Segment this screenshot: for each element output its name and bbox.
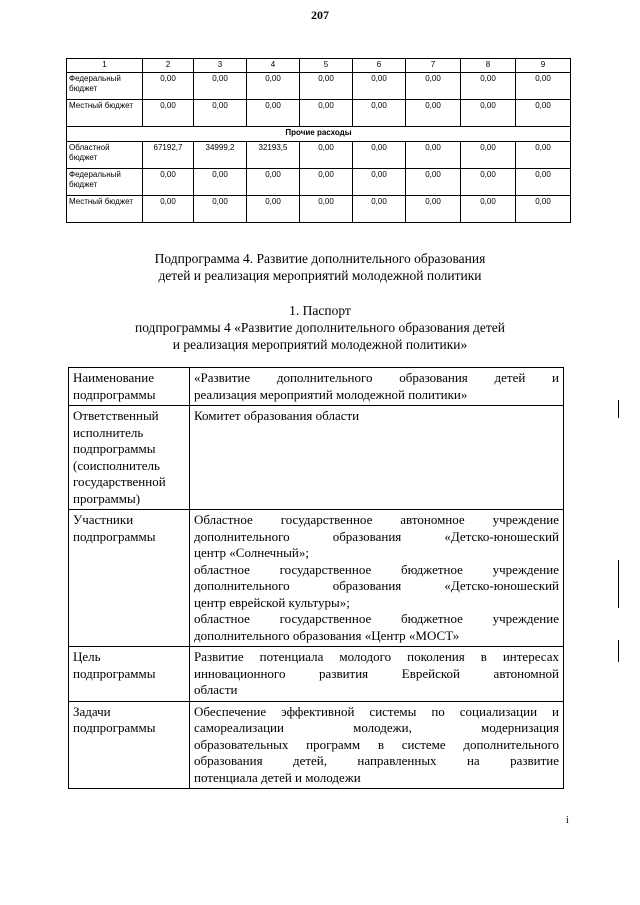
passport-value xyxy=(190,368,564,406)
row-label: Местный бюджет xyxy=(67,100,143,127)
row-label: Местный бюджет xyxy=(67,196,143,223)
passport-row-executor xyxy=(69,406,564,510)
passport-table xyxy=(68,367,564,789)
passport-row-participants xyxy=(69,510,564,647)
text-line: реализация мероприятий молодежной политики» xyxy=(194,386,468,402)
value-cell: 0,00 xyxy=(516,73,571,100)
value-cell: 0,00 xyxy=(353,73,406,100)
passport-key: Задачи подпрограммы xyxy=(69,701,190,789)
header-cell: 4 xyxy=(247,59,300,73)
header-cell: 3 xyxy=(194,59,247,73)
header-cell: 9 xyxy=(516,59,571,73)
value-cell: 0,00 xyxy=(300,142,353,169)
header-cell: 8 xyxy=(461,59,516,73)
text-line: центр «Солнечный»; xyxy=(194,545,309,560)
header-cell: 1 xyxy=(67,59,143,73)
passport-row-name xyxy=(69,368,564,406)
value-cell: 0,00 xyxy=(194,73,247,100)
value-cell: 0,00 xyxy=(194,169,247,196)
value-cell: 34999,2 xyxy=(194,142,247,169)
row-label: Областной бюджет xyxy=(67,142,143,169)
value-cell: 0,00 xyxy=(461,73,516,100)
header-cell: 2 xyxy=(143,59,194,73)
value-cell: 0,00 xyxy=(143,196,194,223)
passport-value xyxy=(190,406,564,510)
value-cell: 0,00 xyxy=(406,142,461,169)
header-cell: 5 xyxy=(300,59,353,73)
value-cell: 0,00 xyxy=(300,169,353,196)
passport-heading-line: 1. Паспорт xyxy=(289,303,351,318)
text-line: «Развитие дополнительного образования детей и xyxy=(194,370,559,385)
text-line: области xyxy=(194,682,238,697)
text-line: областное государственное бюджетное учреждение xyxy=(194,611,559,626)
passport-heading-line: подпрограммы 4 «Развитие дополнительного образования детей xyxy=(134,320,506,335)
value-cell: 0,00 xyxy=(300,73,353,100)
table-row xyxy=(67,142,571,169)
table-row xyxy=(67,196,571,223)
subprogram-heading-line: Подпрограмма 4. Развитие дополнительного образования xyxy=(154,251,486,266)
table-row xyxy=(67,73,571,100)
value-cell: 0,00 xyxy=(516,142,571,169)
value-cell: 0,00 xyxy=(194,100,247,127)
text-line: самореализации молодежи, модернизация xyxy=(194,720,559,735)
value-cell: 0,00 xyxy=(353,142,406,169)
value-cell: 0,00 xyxy=(461,100,516,127)
value-cell: 0,00 xyxy=(143,100,194,127)
passport-value xyxy=(190,510,564,647)
passport-row-goal xyxy=(69,647,564,702)
passport-value xyxy=(190,647,564,702)
text-line: Комитет образования области xyxy=(194,408,360,423)
value-cell: 0,00 xyxy=(516,196,571,223)
value-cell: 0,00 xyxy=(247,196,300,223)
value-cell: 0,00 xyxy=(300,196,353,223)
passport-value xyxy=(190,701,564,789)
value-cell: 0,00 xyxy=(143,73,194,100)
value-cell: 0,00 xyxy=(247,169,300,196)
text-line: потенциала детей и молодежи xyxy=(194,769,361,785)
value-cell: 0,00 xyxy=(516,100,571,127)
subprogram-heading-line: детей и реализация мероприятий молодежной политики xyxy=(158,268,482,283)
value-cell: 0,00 xyxy=(406,196,461,223)
passport-key: Участники подпрограммы xyxy=(69,510,190,647)
text-line: образования детей, направленных на развитие xyxy=(194,753,559,768)
header-cell: 7 xyxy=(406,59,461,73)
value-cell: 0,00 xyxy=(406,73,461,100)
text-line: дополнительного образования «Детско-юношеский xyxy=(194,528,559,544)
scan-margin-mark xyxy=(618,400,619,418)
value-cell: 0,00 xyxy=(461,196,516,223)
passport-key: Цель подпрограммы xyxy=(69,647,190,702)
row-label: Федеральный бюджет xyxy=(67,73,143,100)
row-label: Федеральный бюджет xyxy=(67,169,143,196)
text-line: Развитие потенциала молодого поколения в интересах xyxy=(194,649,559,664)
value-cell: 0,00 xyxy=(461,169,516,196)
value-cell: 67192,7 xyxy=(143,142,194,169)
value-cell: 0,00 xyxy=(143,169,194,196)
scan-margin-mark xyxy=(618,640,619,662)
value-cell: 32193,5 xyxy=(247,142,300,169)
value-cell: 0,00 xyxy=(247,73,300,100)
value-cell: 0,00 xyxy=(353,100,406,127)
passport-key: Ответственный исполнитель подпрограммы (соисполнитель государственной программы) xyxy=(69,406,190,510)
value-cell: 0,00 xyxy=(353,196,406,223)
value-cell: 0,00 xyxy=(461,142,516,169)
text-line: областное государственное бюджетное учреждение xyxy=(194,561,559,577)
passport-heading-line: и реализация мероприятий молодежной политики» xyxy=(172,337,468,352)
value-cell: 0,00 xyxy=(194,196,247,223)
text-line: дополнительного образования «Детско-юношеский xyxy=(194,578,559,593)
text-line: дополнительного образования «Центр «МОСТ» xyxy=(194,627,460,643)
text-line: образовательных программ в системе дополнительного xyxy=(194,736,559,752)
value-cell: 0,00 xyxy=(353,169,406,196)
value-cell: 0,00 xyxy=(300,100,353,127)
passport-row-tasks xyxy=(69,701,564,789)
table-row xyxy=(67,169,571,196)
section-title: Прочие расходы xyxy=(67,127,571,142)
text-line: Областное государственное автономное учреждение xyxy=(194,512,559,527)
scan-mark: i xyxy=(566,815,569,826)
header-cell: 6 xyxy=(353,59,406,73)
value-cell: 0,00 xyxy=(247,100,300,127)
page-number: 207 xyxy=(311,8,329,22)
passport-heading xyxy=(0,302,640,353)
budget-table xyxy=(66,58,571,223)
section-row xyxy=(67,127,571,142)
scan-margin-mark xyxy=(618,560,619,608)
value-cell: 0,00 xyxy=(406,169,461,196)
table-row xyxy=(67,100,571,127)
subprogram-heading xyxy=(0,250,640,284)
value-cell: 0,00 xyxy=(516,169,571,196)
budget-header-row xyxy=(67,59,571,73)
passport-key: Наименование подпрограммы xyxy=(69,368,190,406)
text-line: инновационного развития Еврейской автономной xyxy=(194,665,559,681)
value-cell: 0,00 xyxy=(406,100,461,127)
text-line: Обеспечение эффективной системы по социализации и xyxy=(194,703,559,719)
text-line: центр еврейской культуры»; xyxy=(194,594,350,610)
